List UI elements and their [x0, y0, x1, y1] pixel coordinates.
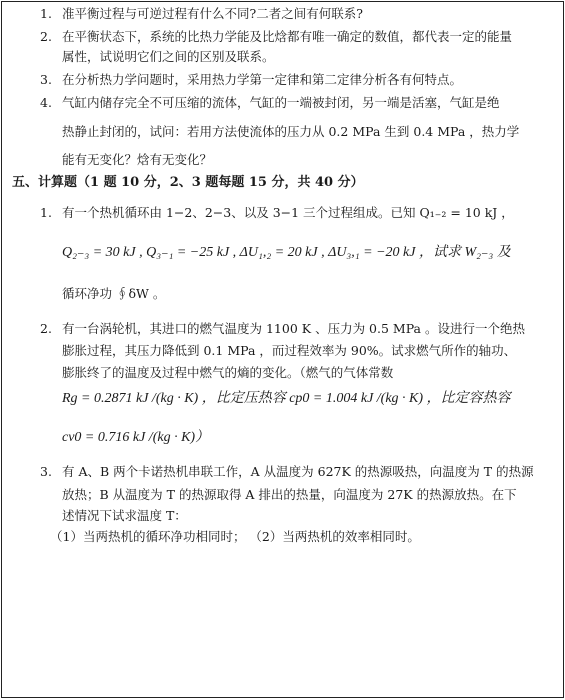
q4-item-1-number: 1. — [40, 6, 52, 21]
section-five-heading: 五、计算题（1 题 10 分，2、3 题每题 15 分，共 40 分） — [12, 175, 364, 190]
q4-item-3-text: 在分析热力学问题时，采用热力学第一定律和第二定律分析各有何特点。 — [62, 72, 463, 87]
calc-problem-3-line-1: 有 A、B 两个卡诺热机串联工作，A 从温度为 627K 的热源吸热，向温度为 T 的热源 — [62, 464, 534, 479]
q4-item-4-text-line-3: 能有无变化？焓有无变化？ — [62, 152, 213, 167]
calc-problem-2-number: 2. — [40, 321, 52, 336]
q4-item-1-text: 准平衡过程与可逆过程有什么不同?二者之间有何联系? — [62, 6, 363, 21]
calc-problem-2-line-1: 有一台涡轮机，其进口的燃气温度为 1100 K 、压力为 0.5 MPa 。设进行一个绝热 — [62, 321, 525, 336]
calc-problem-3-number: 3. — [40, 464, 52, 479]
q4-item-4-number: 4. — [40, 95, 52, 110]
calc-problem-1-line-2: Q₂₋₃ = 30 kJ , Q₃₋₁ = −25 kJ , ΔU₁,₂ = 20 kJ , ΔU₃,₁ = −20 kJ ，试求 W₂₋₃ 及 — [62, 245, 511, 260]
q4-item-2-text-line-2: 属性，试说明它们之间的区别及联系。 — [62, 49, 275, 64]
q4-item-3-number: 3. — [40, 72, 52, 87]
calc-problem-3-line-3: 述情况下试求温度 T： — [62, 508, 187, 523]
q4-item-2-number: 2. — [40, 29, 52, 44]
calc-problem-3-line-4: （1）当两热机的循环净功相同时； （2）当两热机的效率相同时。 — [50, 529, 420, 544]
calc-problem-2-line-3: 膨胀终了的温度及过程中燃气的熵的变化。（燃气的气体常数 — [62, 365, 394, 380]
exam-page — [1, 1, 564, 698]
calc-problem-2-line-2: 膨胀过程，其压力降低到 0.1 MPa ，而过程效率为 90%。试求燃气所作的轴功、 — [62, 343, 517, 358]
calc-problem-1-number: 1. — [40, 205, 52, 220]
calc-problem-1-line-1: 有一个热机循环由 1−2、2−3、以及 3−1 三个过程组成。已知 Q₁₋₂ = 10 kJ ， — [62, 205, 514, 220]
calc-problem-2-line-5: cv0 = 0.716 kJ /(kg · K)） — [62, 430, 210, 445]
calc-problem-1-line-3: 循环净功 ∮δW 。 — [62, 286, 166, 301]
q4-item-4-text-line-2: 热静止封闭的，试问：若用方法使流体的压力从 0.2 MPa 生到 0.4 MPa ，热力学 — [62, 124, 520, 139]
calc-problem-3-line-2: 放热；B 从温度为 T 的热源取得 A 排出的热量，向温度为 27K 的热源放热。在下 — [62, 487, 517, 502]
calc-problem-2-line-4: Rg = 0.2871 kJ /(kg · K) ，比定压热容 cp0 = 1.004 kJ /(kg · K) ，比定容热容 — [62, 391, 511, 406]
q4-item-4-text-line-1: 气缸内储存完全不可压缩的流体，气缸的一端被封闭，另一端是活塞，气缸是绝 — [62, 95, 500, 110]
q4-item-2-text-line-1: 在平衡状态下，系统的比热力学能及比焓都有唯一确定的数值，都代表一定的能量 — [62, 29, 513, 44]
